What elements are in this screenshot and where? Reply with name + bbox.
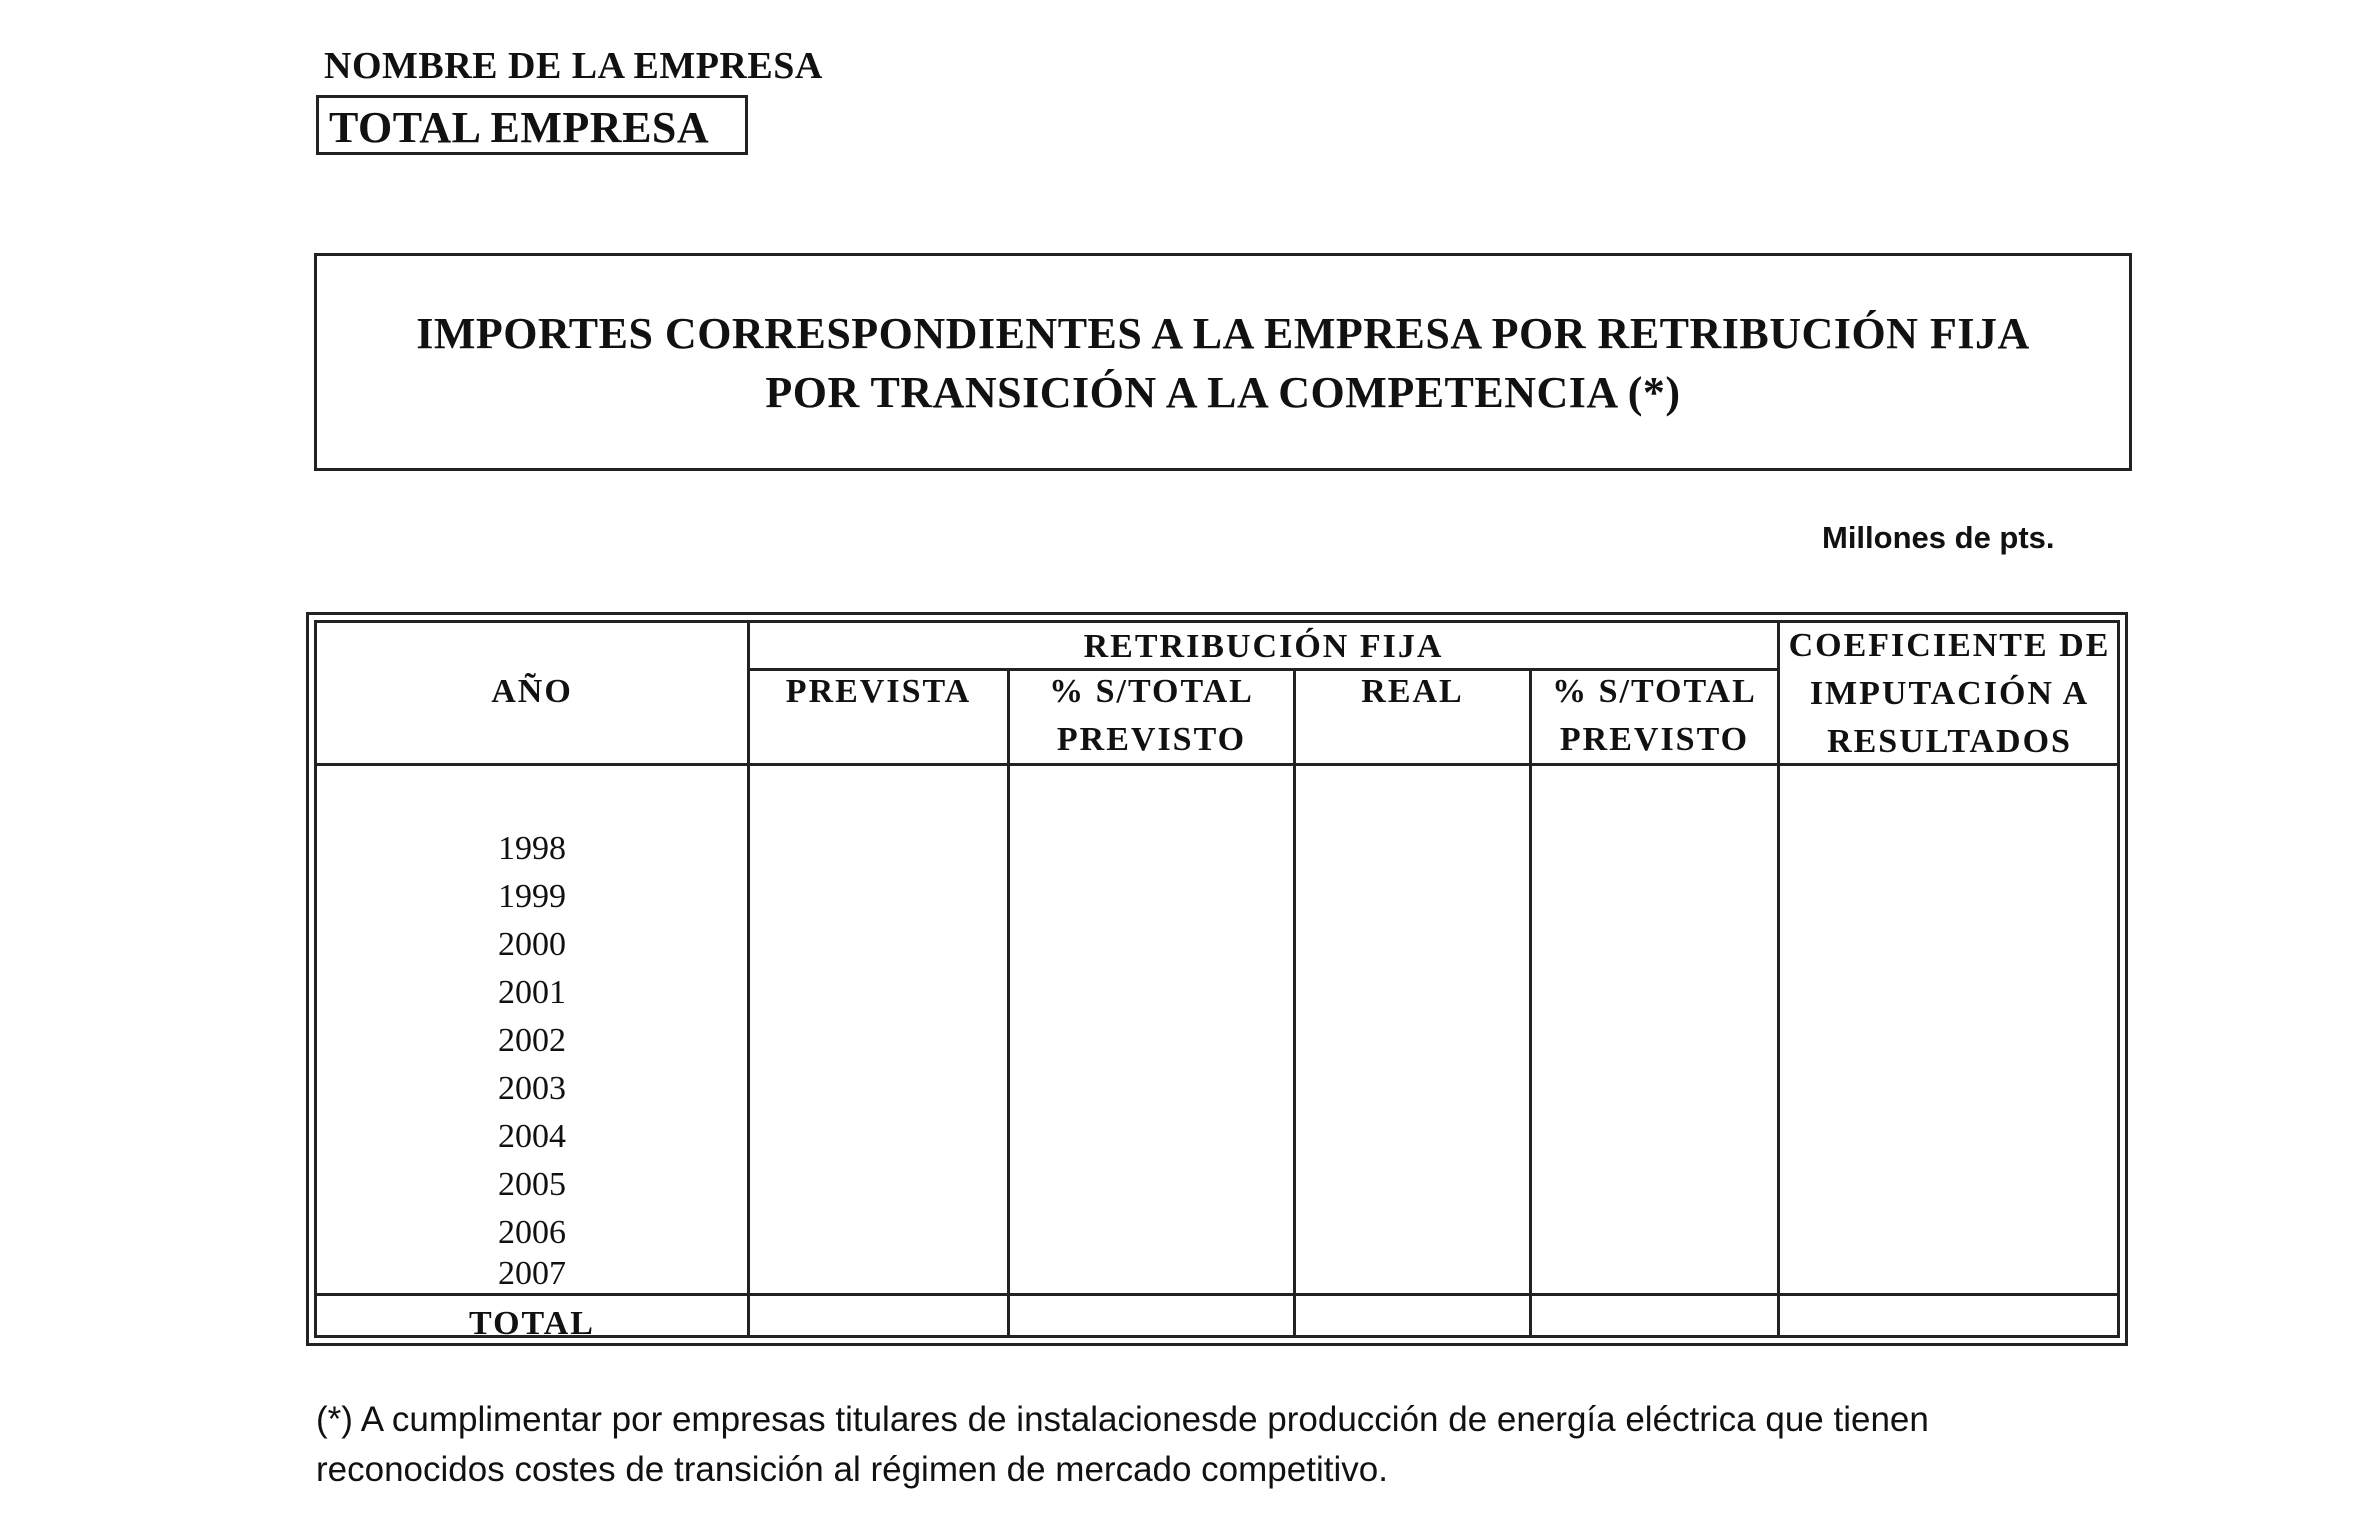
- col-header-coeficiente-line-2: IMPUTACIÓN A: [1809, 675, 2090, 712]
- total-row-label: TOTAL: [469, 1305, 595, 1342]
- company-value: TOTAL EMPRESA: [329, 103, 710, 152]
- year-row-label: 2004: [498, 1118, 566, 1155]
- data-table: [306, 612, 2128, 1346]
- col-header-coeficiente-line-1: COEFICIENTE DE: [1788, 627, 2111, 664]
- year-row-label: 2006: [498, 1214, 566, 1251]
- col-header-pct-real-line-1: % S/TOTAL: [1552, 673, 1757, 710]
- year-row-label: 2007: [498, 1255, 566, 1292]
- col-divider: [747, 623, 750, 1335]
- footnote-line-1: (*) A cumplimentar por empresas titulares de instalacionesde producción de energía eléctrica que tienen: [316, 1400, 1929, 1439]
- col-header-prevista: PREVISTA: [785, 673, 972, 710]
- data-table-inner: [314, 620, 2120, 1342]
- year-row-label: 2001: [498, 974, 566, 1011]
- col-header-real: REAL: [1361, 673, 1464, 710]
- year-row-label: 2000: [498, 926, 566, 963]
- company-value-box: [316, 95, 748, 155]
- company-name-label: NOMBRE DE LA EMPRESA: [324, 45, 823, 87]
- col-header-pct-real: [1532, 668, 1777, 764]
- year-row-label: 2005: [498, 1166, 566, 1203]
- col-divider: [1529, 668, 1532, 1335]
- units-label: Millones de pts.: [1822, 520, 2055, 555]
- col-divider: [1007, 668, 1010, 1335]
- year-row-label: 2002: [498, 1022, 566, 1059]
- document-title-line-1: IMPORTES CORRESPONDIENTES A LA EMPRESA POR RETRIBUCIÓN FIJA: [416, 309, 2030, 358]
- col-header-pct-prevista: [1010, 668, 1293, 764]
- col-header-coeficiente-line-3: RESULTADOS: [1827, 723, 2072, 760]
- year-row-label: 1999: [498, 878, 566, 915]
- footnote-line-2: reconocidos costes de transición al régimen de mercado competitivo.: [316, 1450, 1388, 1489]
- year-row-label: 2003: [498, 1070, 566, 1107]
- col-header-pct-prevista-line-1: % S/TOTAL: [1049, 673, 1254, 710]
- footnote: [316, 1395, 2116, 1495]
- document-title-box: [314, 253, 2132, 471]
- col-header-pct-prevista-line-2: PREVISTO: [1056, 721, 1247, 758]
- col-header-pct-real-line-2: PREVISTO: [1559, 721, 1750, 758]
- col-header-coeficiente: [1780, 622, 2119, 766]
- document-title-line-2: POR TRANSICIÓN A LA COMPETENCIA (*): [765, 368, 1681, 417]
- col-header-year: AÑO: [491, 673, 573, 710]
- col-group-header-retribucion: RETRIBUCIÓN FIJA: [1083, 628, 1444, 665]
- col-divider: [1293, 668, 1296, 1335]
- year-row-label: 1998: [498, 830, 566, 867]
